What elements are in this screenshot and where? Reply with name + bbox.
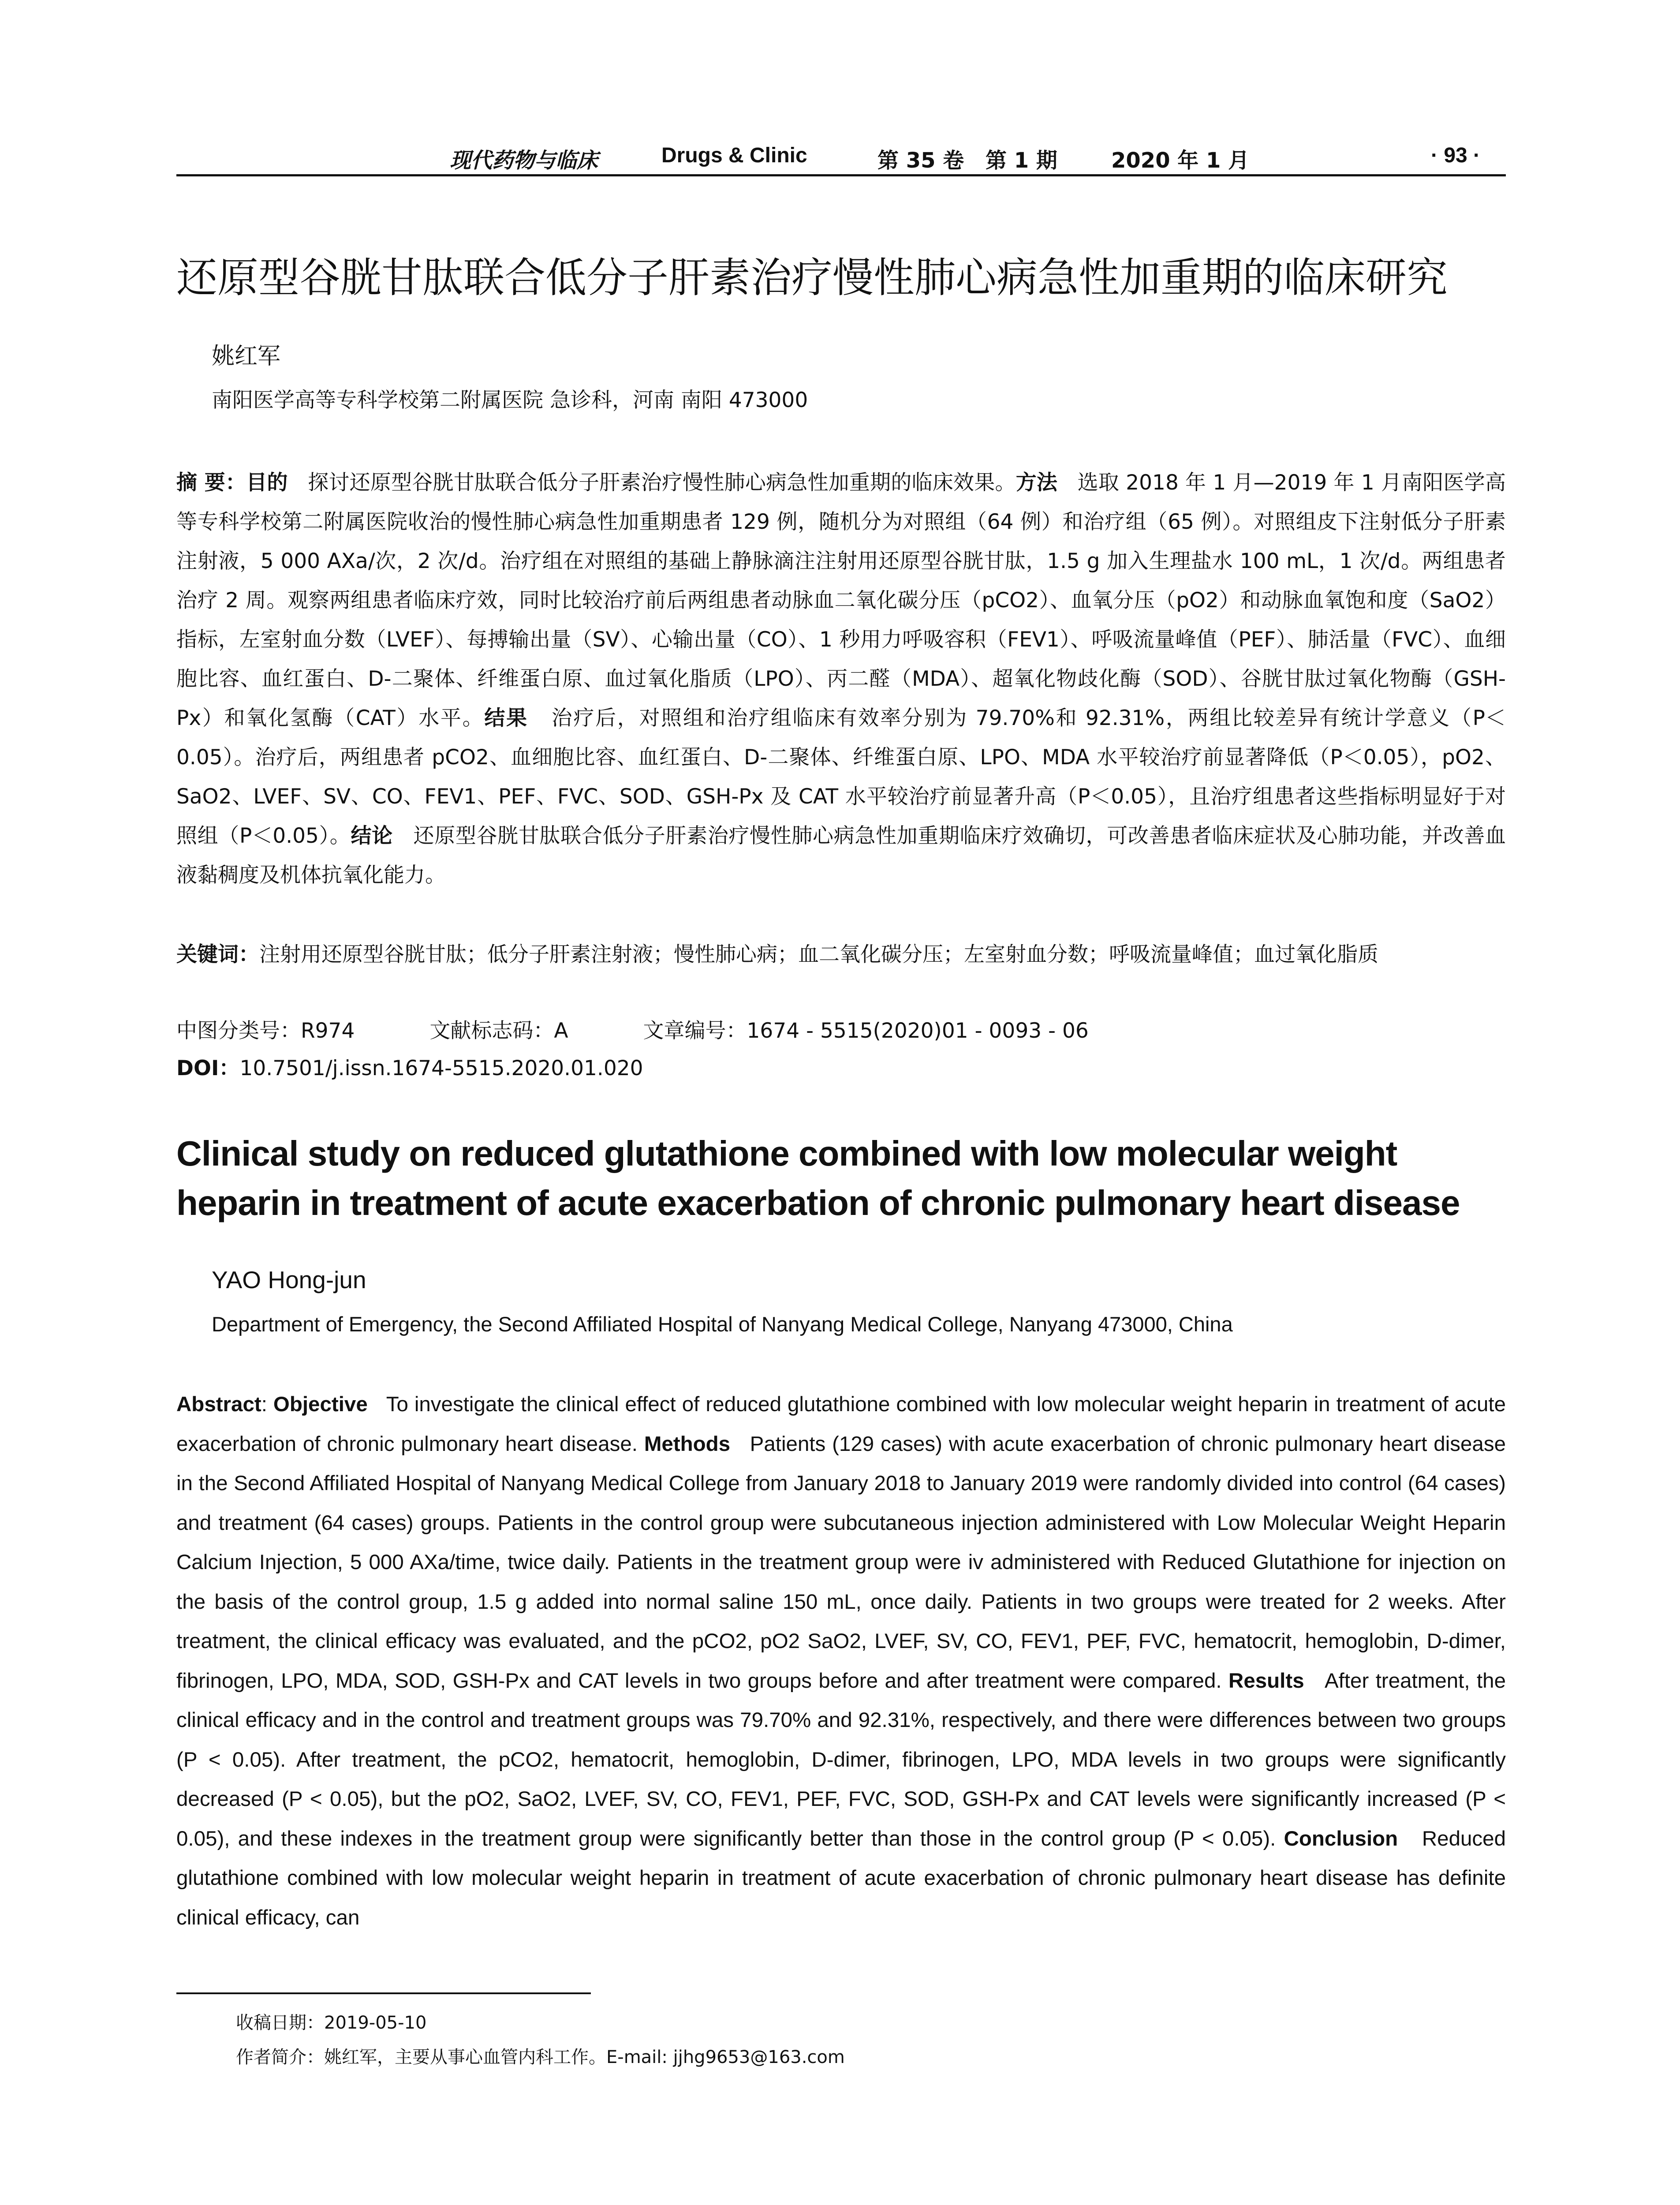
affiliation-cn: 南阳医学高等专科学校第二附属医院 急诊科，河南 南阳 473000	[212, 388, 808, 412]
results-cn: 治疗后，对照组和治疗组临床有效率分别为 79.70%和 92.31%，两组比较差异有统计学意义（P＜0.05）。治疗后，两组患者 pCO2、血细胞比容、血红蛋白、D-二聚体、纤维蛋白原、LPO、MDA 水平较治疗前显著降低（P＜0.05），pO2、SaO2、LVEF、SV、CO、FEV1、PEF、FVC、SOD、GSH-Px 及 CAT 水平较治疗前显著升高（P＜0.05），且治疗组患者这些指标明显好于对照组（P＜0.05）。	[176, 706, 1506, 848]
keywords-cn	[176, 935, 1506, 974]
abstract-cn	[176, 463, 1506, 895]
article-title-en: Clinical study on reduced glutathione combined with low molecular weight heparin in treatment of acute exacerbation of chronic pulmonary heart disease	[176, 1134, 1460, 1222]
methods-label-en: Methods	[644, 1432, 731, 1456]
article-number: 文章编号：1674 - 5515(2020)01 - 0093 - 06	[643, 1019, 1089, 1043]
methods-label-cn: 方法	[1015, 471, 1058, 495]
keywords-text-cn: 注射用还原型谷胱甘肽；低分子肝素注射液；慢性肺心病；血二氧化碳分压；左室射血分数；呼吸流量峰值；血过氧化脂质	[259, 942, 1378, 967]
author-cn: 姚红军	[212, 343, 281, 370]
objective-en: To investigate the clinical effect of reduced glutathione combined with low molecular weight heparin in treatment of acute exacerbation of chronic pulmonary heart disease.	[176, 1393, 1506, 1456]
doi-line	[176, 1052, 643, 1081]
methods-en: Patients (129 cases) with acute exacerbation of chronic pulmonary heart disease in the Second Affiliated Hospital of Nanyang Medical College from January 2018 to January 2019 were randomly divided into control (64 cases) and treatment (64 cases) groups. Patients in the control group were subcutaneous injection administered with Low Molecular Weight Heparin Calcium Injection, 5 000 AXa/time, twice daily. Patients in the treatment group were iv administered with Reduced Glutathione for injection on the basis of the control group, 1.5 g added into normal saline 150 mL, once daily. Patients in two groups were treated for 2 weeks. After treatment, the clinical efficacy was evaluated, and the pCO2, pO2 SaO2, LVEF, SV, CO, FEV1, PEF, FVC, hematocrit, hemoglobin, D-dimer, fibrinogen, LPO, MDA, SOD, GSH-Px and CAT levels in two groups before and after treatment were compared.	[176, 1432, 1506, 1693]
journal-name-cn: 现代药物与临床	[450, 148, 598, 173]
issue: 第 1 期	[986, 148, 1057, 173]
journal-name-en: Drugs & Clinic	[661, 144, 807, 167]
conclusion-label-en: Conclusion	[1284, 1827, 1398, 1850]
running-header	[176, 139, 1506, 174]
objective-label-en: Objective	[273, 1393, 368, 1416]
abstract-en: Abstract: Objective To investigate the clinical effect of reduced glutathione combined with low molecular weight heparin in treatment of acute exacerbation of chronic pulmonary heart disease. Methods Patients (129 cases) with acute exacerbation of chronic pulmonary heart disease in the Second Affiliated Hospital of Nanyang Medical College from January 2018 to January 2019 were randomly divided into control (64 cases) and treatment (64 cases) groups. Patients in the control group were subcutaneous injection administered with Low Molecular Weight Heparin Calcium Injection, 5 000 AXa/time, twice daily. Patients in the treatment group were iv administered with Reduced Glutathione for injection on the basis of the control group, 1.5 g added into normal saline 150 mL, once daily. Patients in two groups were treated for 2 weeks. After treatment, the clinical efficacy was evaluated, and the pCO2, pO2 SaO2, LVEF, SV, CO, FEV1, PEF, FVC, hematocrit, hemoglobin, D-dimer, fibrinogen, LPO, MDA, SOD, GSH-Px and CAT levels in two groups before and after treatment were compared. Results After treatment, the clinical efficacy and in the control and treatment groups was 79.70% and 92.31%, respectively, and there were differences between two groups (P < 0.05). After treatment, the pCO2, hematocrit, hemoglobin, D-dimer, fibrinogen, LPO, MDA levels in two groups were significantly decreased (P < 0.05), but the pO2, SaO2, LVEF, SV, CO, FEV1, PEF, FVC, SOD, GSH-Px and CAT levels were significantly increased (P < 0.05), and these indexes in the treatment group were significantly better than those in the control group (P < 0.05). Conclusion Reduced glutathione combined with low molecular weight heparin in treatment of acute exacerbation of chronic pulmonary heart disease has definite clinical efficacy, can	[176, 1393, 1506, 1929]
classification-line	[176, 1014, 1164, 1044]
issue-date: 2020 年 1 月	[1111, 148, 1250, 173]
results-en: After treatment, the clinical efficacy and in the control and treatment groups was 79.70% and 92.31%, respectively, and there were differences between two groups (P < 0.05). After treatment, the pCO2, hematocrit, hemoglobin, D-dimer, fibrinogen, LPO, MDA levels in two groups were significantly decreased (P < 0.05), but the pO2, SaO2, LVEF, SV, CO, FEV1, PEF, FVC, SOD, GSH-Px and CAT levels were significantly increased (P < 0.05), and these indexes in the treatment group were significantly better than those in the control group (P < 0.05).	[176, 1669, 1506, 1850]
conclusion-label-cn: 结论	[351, 824, 393, 848]
volume: 第 35 卷	[877, 148, 964, 173]
objective-label-cn: 目的	[246, 471, 288, 495]
conclusion-cn: 还原型谷胱甘肽联合低分子肝素治疗慢性肺心病急性加重期临床疗效确切，可改善患者临床症状及心肺功能，并改善血液黏稠度及机体抗氧化能力。	[176, 824, 1506, 887]
header-rule	[176, 174, 1506, 176]
results-label-cn: 结果	[484, 706, 528, 730]
footnote-rule	[176, 1992, 591, 1994]
results-label-en: Results	[1228, 1669, 1304, 1693]
methods-cn: 选取 2018 年 1 月—2019 年 1 月南阳医学高等专科学校第二附属医院收治的慢性肺心病急性加重期患者 129 例，随机分为对照组（64 例）和治疗组（65 例）。对照组皮下注射低分子肝素注射液，5 000 AXa/次，2 次/d。治疗组在对照组的基础上静脉滴注注射用还原型谷胱甘肽，1.5 g 加入生理盐水 100 mL，1 次/d。两组患者治疗 2 周。观察两组患者临床疗效，同时比较治疗前后两组患者动脉血二氧化碳分压（pCO2）、血氧分压（pO2）和动脉血氧饱和度（SaO2）指标，左室射血分数（LVEF）、每搏输出量（SV）、心输出量（CO）、1 秒用力呼吸容积（FEV1）、呼吸流量峰值（PEF）、肺活量（FVC）、血细胞比容、血红蛋白、D-二聚体、纤维蛋白原、血过氧化脂质（LPO）、丙二醛（MDA）、超氧化物歧化酶（SOD）、谷胱甘肽过氧化物酶（GSH-Px）和氧化氢酶（CAT）水平。	[176, 471, 1506, 730]
conclusion-en: Reduced glutathione combined with low molecular weight heparin in treatment of acute exacerbation of chronic pulmonary heart disease has definite clinical efficacy, can	[176, 1827, 1506, 1929]
keywords-label-cn: 关键词：	[176, 942, 259, 967]
page-number: · 93 ·	[1431, 144, 1481, 167]
author-en: YAO Hong-jun	[212, 1266, 366, 1293]
abstract-label-cn: 摘 要：	[176, 471, 246, 495]
doi-value: 10.7501/j.issn.1674-5515.2020.01.020	[239, 1056, 643, 1080]
doi-label: DOI：	[176, 1056, 240, 1080]
clc-number: 中图分类号：R974	[176, 1019, 355, 1043]
affiliation-en: Department of Emergency, the Second Affiliated Hospital of Nanyang Medical College, Nanyang 473000, China	[212, 1312, 1233, 1336]
received-date: 收稿日期：2019-05-10	[236, 2013, 427, 2033]
abstract-label-en: Abstract	[176, 1393, 261, 1416]
author-bio: 作者简介：姚红军，主要从事心血管内科工作。E-mail: jjhg9653@163.com	[236, 2047, 845, 2067]
objective-cn: 探讨还原型谷胱甘肽联合低分子肝素治疗慢性肺心病急性加重期的临床效果。	[308, 471, 1016, 495]
document-code: 文献标志码：A	[429, 1019, 568, 1043]
article-title-cn: 还原型谷胱甘肽联合低分子肝素治疗慢性肺心病急性加重期的临床研究	[176, 254, 1448, 302]
